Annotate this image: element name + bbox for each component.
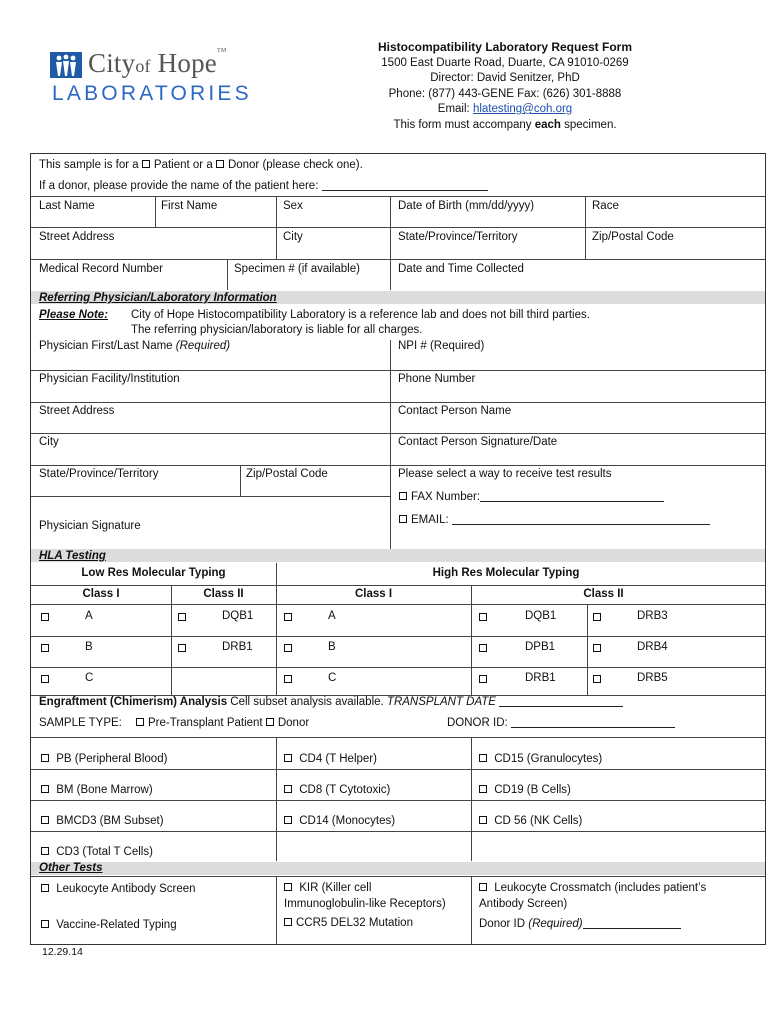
high-c2-dpb1-checkbox[interactable] bbox=[479, 644, 487, 652]
results-method-label: Please select a way to receive test results bbox=[398, 468, 612, 480]
lab-email: Email: hlatesting@coh.org bbox=[437, 103, 573, 115]
cd4-checkbox[interactable] bbox=[284, 754, 292, 762]
cd3-option: CD3 (Total T Cells) bbox=[41, 846, 153, 858]
cd19-checkbox[interactable] bbox=[479, 785, 487, 793]
contact-name-label: Contact Person Name bbox=[398, 405, 512, 417]
logo-name: Cityof Hope™ bbox=[88, 48, 227, 78]
patient-city-label: City bbox=[283, 231, 303, 243]
pre-transplant-checkbox[interactable] bbox=[136, 718, 144, 726]
crossmatch-option-cont: Antibody Screen) bbox=[479, 898, 568, 910]
bm-checkbox[interactable] bbox=[41, 785, 49, 793]
cd3-checkbox[interactable] bbox=[41, 847, 49, 855]
low-c1-b-checkbox[interactable] bbox=[41, 644, 49, 652]
other-section-bar bbox=[31, 862, 765, 875]
patient-street-label: Street Address bbox=[39, 231, 115, 243]
npi-label: NPI # (Required) bbox=[398, 340, 485, 352]
form-header bbox=[330, 40, 680, 133]
contact-signature-label: Contact Person Signature/Date bbox=[398, 436, 558, 448]
sex-label: Sex bbox=[283, 200, 303, 212]
low-c1-b-label: B bbox=[85, 641, 93, 653]
hla-section-bar bbox=[31, 549, 765, 562]
pb-checkbox[interactable] bbox=[41, 754, 49, 762]
sample-type-line: This sample is for a Patient or a Donor (please check one). bbox=[39, 159, 363, 171]
patient-name-field[interactable] bbox=[322, 181, 488, 191]
family-seal-icon bbox=[50, 52, 82, 78]
race-label: Race bbox=[592, 200, 619, 212]
patient-zip-label: Zip/Postal Code bbox=[592, 231, 674, 243]
cd15-option: CD15 (Granulocytes) bbox=[479, 753, 602, 765]
lab-director: Director: David Senitzer, PhD bbox=[430, 72, 580, 84]
high-c1-b-checkbox[interactable] bbox=[284, 644, 292, 652]
city-of-hope-logo bbox=[50, 50, 290, 105]
high-c2-drb1-label: DRB1 bbox=[525, 672, 556, 684]
email-link[interactable]: hlatesting@coh.org bbox=[472, 103, 573, 115]
cd15-checkbox[interactable] bbox=[479, 754, 487, 762]
fax-option: FAX Number: bbox=[399, 491, 664, 503]
high-c1-a-checkbox[interactable] bbox=[284, 613, 292, 621]
pre-transplant-option: Pre-Transplant Patient Donor bbox=[136, 717, 309, 729]
bmcd3-option: BMCD3 (BM Subset) bbox=[41, 815, 164, 827]
lab-address: 1500 East Duarte Road, Duarte, CA 91010-0269 bbox=[381, 56, 629, 69]
low-c1-a-label: A bbox=[85, 610, 93, 622]
high-c2-drb5-checkbox[interactable] bbox=[593, 675, 601, 683]
form-version: 12.29.14 bbox=[42, 946, 83, 958]
other-section-title: Other Tests bbox=[39, 862, 103, 874]
low-c2-dqb1-label: DQB1 bbox=[222, 610, 254, 622]
billing-note-1: City of Hope Histocompatibility Laboratory is a reference lab and does not bill third parties. bbox=[131, 309, 590, 321]
low-c2-drb1-checkbox[interactable] bbox=[178, 644, 186, 652]
kir-option: KIR (Killer cell bbox=[284, 882, 371, 894]
high-c2-dqb1-checkbox[interactable] bbox=[479, 613, 487, 621]
email-option: EMAIL: bbox=[399, 514, 710, 526]
high-class2-heading: Class II bbox=[583, 588, 624, 600]
specimen-label: Specimen # (if available) bbox=[234, 263, 360, 275]
low-c2-drb1-label: DRB1 bbox=[222, 641, 253, 653]
high-res-heading: High Res Molecular Typing bbox=[432, 567, 580, 579]
bmcd3-checkbox[interactable] bbox=[41, 816, 49, 824]
cd4-option: CD4 (T Helper) bbox=[284, 753, 377, 765]
form-title: Histocompatibility Laboratory Request Form bbox=[377, 40, 633, 54]
bm-option: BM (Bone Marrow) bbox=[41, 784, 153, 796]
high-c2-dqb1-label: DQB1 bbox=[525, 610, 557, 622]
referring-section-title: Referring Physician/Laboratory Information bbox=[39, 292, 277, 304]
ccr5-option: CCR5 DEL32 Mutation bbox=[284, 917, 413, 929]
physician-zip-label: Zip/Postal Code bbox=[246, 468, 328, 480]
low-class2-heading: Class II bbox=[203, 588, 244, 600]
last-name-label: Last Name bbox=[39, 200, 95, 212]
vaccine-typing-option: Vaccine-Related Typing bbox=[41, 919, 177, 931]
cd14-checkbox[interactable] bbox=[284, 816, 292, 824]
crossmatch-donor-id-field[interactable] bbox=[583, 919, 681, 929]
email-field[interactable] bbox=[452, 515, 710, 525]
high-c2-drb1-checkbox[interactable] bbox=[479, 675, 487, 683]
cd56-option: CD 56 (NK Cells) bbox=[479, 815, 582, 827]
low-class1-heading: Class I bbox=[82, 588, 120, 600]
physician-state-label: State/Province/Territory bbox=[39, 468, 159, 480]
patient-state-label: State/Province/Territory bbox=[398, 231, 518, 243]
billing-note-2: The referring physician/laboratory is liable for all charges. bbox=[131, 324, 423, 336]
cd56-checkbox[interactable] bbox=[479, 816, 487, 824]
antibody-screen-checkbox[interactable] bbox=[41, 884, 49, 892]
donor-id-field[interactable] bbox=[511, 718, 675, 728]
fax-checkbox[interactable] bbox=[399, 492, 407, 500]
crossmatch-option: Leukocyte Crossmatch (includes patient’s bbox=[479, 882, 706, 894]
sample-type-label: SAMPLE TYPE: bbox=[39, 717, 122, 729]
low-res-heading: Low Res Molecular Typing bbox=[81, 567, 226, 579]
patient-checkbox[interactable] bbox=[142, 160, 150, 168]
kir-option-cont: Immunoglobulin-like Receptors) bbox=[284, 898, 446, 910]
donor-checkbox[interactable] bbox=[216, 160, 224, 168]
low-c1-c-label: C bbox=[85, 672, 94, 684]
low-c1-c-checkbox[interactable] bbox=[41, 675, 49, 683]
collected-label: Date and Time Collected bbox=[398, 263, 524, 275]
cd8-option: CD8 (T Cytotoxic) bbox=[284, 784, 390, 796]
crossmatch-donor-id-line: Donor ID (Required) bbox=[479, 918, 681, 930]
high-c2-drb3-label: DRB3 bbox=[637, 610, 668, 622]
high-c2-drb4-label: DRB4 bbox=[637, 641, 668, 653]
please-note-label: Please Note: bbox=[39, 309, 109, 321]
dob-label: Date of Birth (mm/dd/yyyy) bbox=[398, 200, 535, 212]
high-c2-drb4-checkbox[interactable] bbox=[593, 644, 601, 652]
cd8-checkbox[interactable] bbox=[284, 785, 292, 793]
engraft-donor-checkbox[interactable] bbox=[266, 718, 274, 726]
donor-patient-name-line: If a donor, please provide the name of the patient here: bbox=[39, 180, 488, 192]
high-c1-c-label: C bbox=[328, 672, 337, 684]
high-c2-drb5-label: DRB5 bbox=[637, 672, 668, 684]
fax-number-field[interactable] bbox=[480, 492, 664, 502]
engraftment-title-line: Engraftment (Chimerism) Analysis Cell subset analysis available. TRANSPLANT DATE bbox=[39, 696, 623, 708]
high-c1-a-label: A bbox=[328, 610, 336, 622]
crossmatch-checkbox[interactable] bbox=[479, 883, 487, 891]
first-name-label: First Name bbox=[161, 200, 218, 212]
high-c2-dpb1-label: DPB1 bbox=[525, 641, 556, 653]
email-checkbox[interactable] bbox=[399, 515, 407, 523]
low-c2-dqb1-checkbox[interactable] bbox=[178, 613, 186, 621]
phone-label: Phone Number bbox=[398, 373, 476, 385]
transplant-date-field[interactable] bbox=[499, 697, 623, 707]
pb-option: PB (Peripheral Blood) bbox=[41, 753, 167, 765]
accompany-note: This form must accompany each specimen. bbox=[393, 118, 617, 131]
antibody-screen-option: Leukocyte Antibody Screen bbox=[41, 883, 196, 895]
physician-name-label: Physician First/Last Name (Required) bbox=[39, 340, 231, 352]
physician-signature-label: Physician Signature bbox=[39, 520, 141, 532]
donor-id-line: DONOR ID: bbox=[447, 717, 675, 729]
high-c1-c-checkbox[interactable] bbox=[284, 675, 292, 683]
ccr5-checkbox[interactable] bbox=[284, 918, 292, 926]
high-c2-drb3-checkbox[interactable] bbox=[593, 613, 601, 621]
cd14-option: CD14 (Monocytes) bbox=[284, 815, 395, 827]
low-c1-a-checkbox[interactable] bbox=[41, 613, 49, 621]
lab-phone: Phone: (877) 443-GENE Fax: (626) 301-8888 bbox=[388, 87, 622, 100]
hla-section-title: HLA Testing bbox=[39, 550, 106, 562]
physician-street-label: Street Address bbox=[39, 405, 115, 417]
high-c1-b-label: B bbox=[328, 641, 336, 653]
logo-laboratories: LABORATORIES bbox=[52, 82, 252, 105]
kir-checkbox[interactable] bbox=[284, 883, 292, 891]
facility-label: Physician Facility/Institution bbox=[39, 373, 180, 385]
physician-city-label: City bbox=[39, 436, 59, 448]
vaccine-typing-checkbox[interactable] bbox=[41, 920, 49, 928]
mrn-label: Medical Record Number bbox=[39, 263, 163, 275]
high-class1-heading: Class I bbox=[354, 588, 393, 600]
cd19-option: CD19 (B Cells) bbox=[479, 784, 571, 796]
